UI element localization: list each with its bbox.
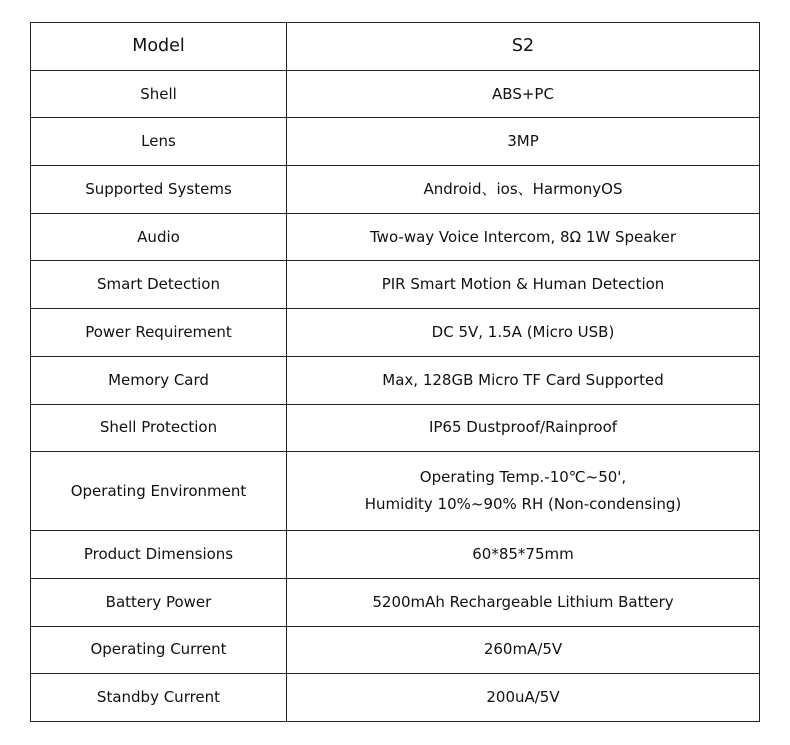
row-value: Android、ios、HarmonyOS xyxy=(287,166,760,214)
row-value: DC 5V, 1.5A (Micro USB) xyxy=(287,309,760,357)
row-value: 5200mAh Rechargeable Lithium Battery xyxy=(287,578,760,626)
table-row xyxy=(31,118,760,166)
table-header-row xyxy=(31,23,760,71)
table-row xyxy=(31,166,760,214)
row-label: Standby Current xyxy=(31,674,287,722)
row-label: Product Dimensions xyxy=(31,531,287,579)
row-label: Memory Card xyxy=(31,356,287,404)
row-value: PIR Smart Motion & Human Detection xyxy=(287,261,760,309)
table-row xyxy=(31,309,760,357)
table-row xyxy=(31,213,760,261)
row-value xyxy=(287,452,760,531)
row-value: 3MP xyxy=(287,118,760,166)
table-row xyxy=(31,452,760,531)
row-value-line-2: Humidity 10%~90% RH (Non-condensing) xyxy=(364,495,682,514)
row-value: Max, 128GB Micro TF Card Supported xyxy=(287,356,760,404)
spec-table xyxy=(30,22,760,722)
row-label: Supported Systems xyxy=(31,166,287,214)
row-label: Power Requirement xyxy=(31,309,287,357)
row-label: Lens xyxy=(31,118,287,166)
header-value-cell: S2 xyxy=(287,23,760,71)
row-label: Audio xyxy=(31,213,287,261)
row-label: Smart Detection xyxy=(31,261,287,309)
table-row xyxy=(31,404,760,452)
row-value-line-1: Operating Temp.-10℃~50', xyxy=(419,468,627,487)
header-label-cell: Model xyxy=(31,23,287,71)
row-label: Battery Power xyxy=(31,578,287,626)
row-value: ABS+PC xyxy=(287,70,760,118)
row-label: Operating Environment xyxy=(31,452,287,531)
row-value: IP65 Dustproof/Rainproof xyxy=(287,404,760,452)
table-row xyxy=(31,531,760,579)
table-row xyxy=(31,261,760,309)
row-value: 60*85*75mm xyxy=(287,531,760,579)
table-row xyxy=(31,356,760,404)
table-row xyxy=(31,674,760,722)
table-row xyxy=(31,70,760,118)
table-row xyxy=(31,578,760,626)
table-row xyxy=(31,626,760,674)
row-value: 260mA/5V xyxy=(287,626,760,674)
row-value: Two-way Voice Intercom, 8Ω 1W Speaker xyxy=(287,213,760,261)
row-value: 200uA/5V xyxy=(287,674,760,722)
row-label: Operating Current xyxy=(31,626,287,674)
row-label: Shell xyxy=(31,70,287,118)
row-label: Shell Protection xyxy=(31,404,287,452)
